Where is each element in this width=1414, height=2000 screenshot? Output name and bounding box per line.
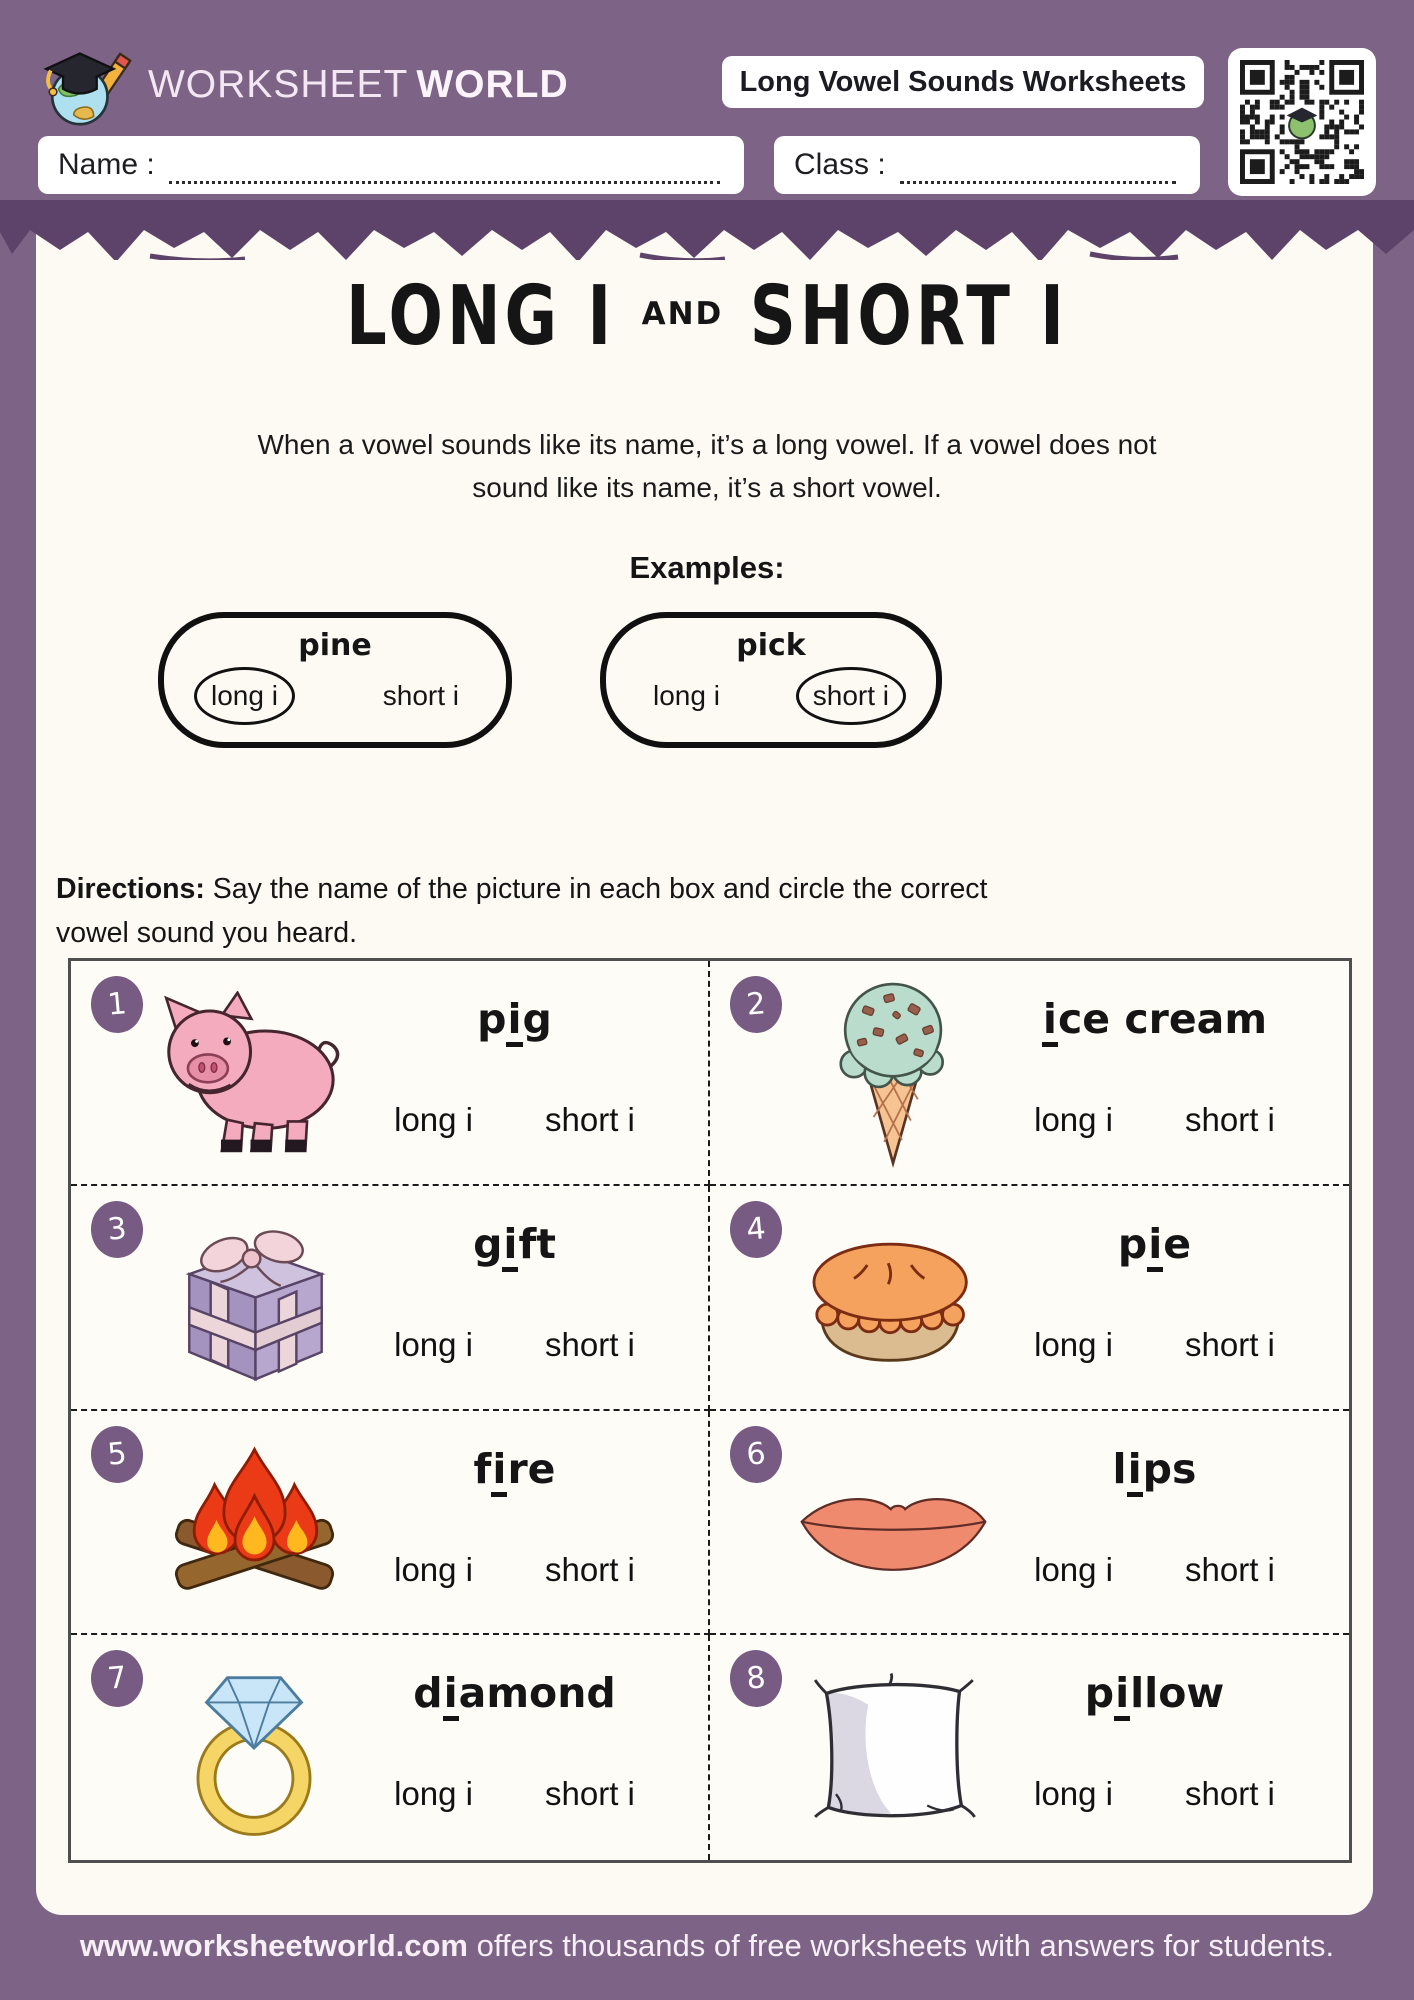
long-i-option[interactable]: long i [394, 1550, 473, 1588]
name-input-line[interactable] [169, 147, 720, 184]
cell-number-badge: 1 [89, 974, 146, 1035]
word-label: fire [351, 1445, 678, 1497]
cell-number-badge: 3 [89, 1199, 146, 1260]
short-i-option[interactable]: short i [545, 1101, 635, 1138]
example-long-i-circled: long i [194, 667, 295, 725]
pillow-illustration [788, 1649, 998, 1847]
qr-code [1228, 48, 1376, 196]
exercise-cell-pillow [710, 1635, 1349, 1860]
pie-illustration [788, 1200, 998, 1398]
short-i-option[interactable]: short i [1185, 1550, 1275, 1588]
word-label: lips [990, 1445, 1319, 1497]
class-input-line[interactable] [900, 147, 1176, 184]
long-i-option[interactable]: long i [1034, 1325, 1113, 1363]
example-pine [158, 612, 512, 748]
word-label: pillow [990, 1669, 1319, 1721]
intro-text [0, 423, 1414, 509]
class-field [774, 136, 1200, 194]
footer-text: www.worksheetworld.com offers thousands of free worksheets with answers for students. [79, 1928, 1335, 1963]
example-word: pine [298, 628, 372, 663]
short-i-option[interactable]: short i [545, 1775, 635, 1813]
short-i-option[interactable]: short i [1185, 1775, 1275, 1813]
word-label: pig [351, 995, 678, 1047]
short-i-option[interactable]: short i [1185, 1101, 1275, 1138]
exercise-cell-gift [71, 1186, 710, 1411]
word-label: ice cream [990, 995, 1319, 1047]
cell-number-badge: 5 [89, 1423, 146, 1484]
title-and: AND [641, 296, 724, 332]
long-i-option[interactable]: long i [1034, 1550, 1113, 1588]
exercise-cell-lips [710, 1411, 1349, 1636]
examples-heading: Examples: [629, 550, 785, 585]
worksheet-category-badge: Long Vowel Sounds Worksheets [722, 56, 1204, 108]
brand-logo [40, 34, 569, 136]
brush-stroke-divider [0, 200, 1414, 260]
example-long-i: long i [653, 680, 720, 711]
pig-illustration [149, 975, 359, 1173]
ice-cream-illustration [788, 975, 998, 1173]
gift-illustration [149, 1200, 359, 1398]
name-label: Name : [58, 148, 155, 181]
directions-label: Directions: [56, 872, 205, 905]
intro-line-1: When a vowel sounds like its name, it’s a long vowel. If a vowel does not [257, 429, 1157, 460]
intro-line-2: sound like its name, it’s a short vowel. [472, 472, 942, 503]
word-label: diamond [351, 1669, 678, 1721]
cell-number-badge: 7 [89, 1648, 146, 1709]
long-i-option[interactable]: long i [1034, 1775, 1113, 1813]
exercise-cell-pig [71, 961, 710, 1186]
lips-illustration [788, 1425, 998, 1623]
brand-name [148, 63, 569, 107]
word-label: gift [351, 1220, 678, 1272]
brand-word-1: WORKSHEET [148, 63, 409, 106]
exercise-grid [68, 958, 1352, 1863]
title-short-i: SHORT I [749, 269, 1068, 365]
cell-number-badge: 6 [728, 1423, 785, 1484]
word-label: pie [990, 1220, 1319, 1272]
example-short-i: short i [382, 680, 459, 711]
exercise-cell-diamond [71, 1635, 710, 1860]
worksheet-world-logo-icon [40, 34, 132, 136]
example-word: pick [736, 628, 806, 663]
long-i-option[interactable]: long i [394, 1775, 473, 1813]
brand-word-2: WORLD [416, 63, 569, 106]
exercise-cell-ice-cream [710, 961, 1349, 1186]
directions-text: Directions: Say the name of the picture in each box and circle the correct vowel sound you heard. [56, 872, 988, 949]
class-label: Class : [794, 148, 886, 181]
long-i-option[interactable]: long i [394, 1325, 473, 1363]
example-short-i-circled: short i [796, 667, 906, 725]
cell-number-badge: 2 [728, 974, 785, 1035]
short-i-option[interactable]: short i [545, 1325, 635, 1363]
exercise-cell-fire [71, 1411, 710, 1636]
diamond-ring-illustration [149, 1649, 359, 1847]
short-i-option[interactable]: short i [1185, 1325, 1275, 1363]
cell-number-badge: 8 [728, 1648, 785, 1709]
fire-illustration [149, 1425, 359, 1623]
example-pick [600, 612, 942, 748]
name-field [38, 136, 744, 194]
title-long-i: LONG I [346, 269, 616, 365]
long-i-option[interactable]: long i [394, 1101, 473, 1138]
cell-number-badge: 4 [728, 1199, 785, 1260]
short-i-option[interactable]: short i [545, 1550, 635, 1588]
footer-site-link: www.worksheetworld.com [79, 1928, 468, 1963]
exercise-cell-pie [710, 1186, 1349, 1411]
long-i-option[interactable]: long i [1034, 1101, 1113, 1138]
page-title [0, 269, 1414, 365]
